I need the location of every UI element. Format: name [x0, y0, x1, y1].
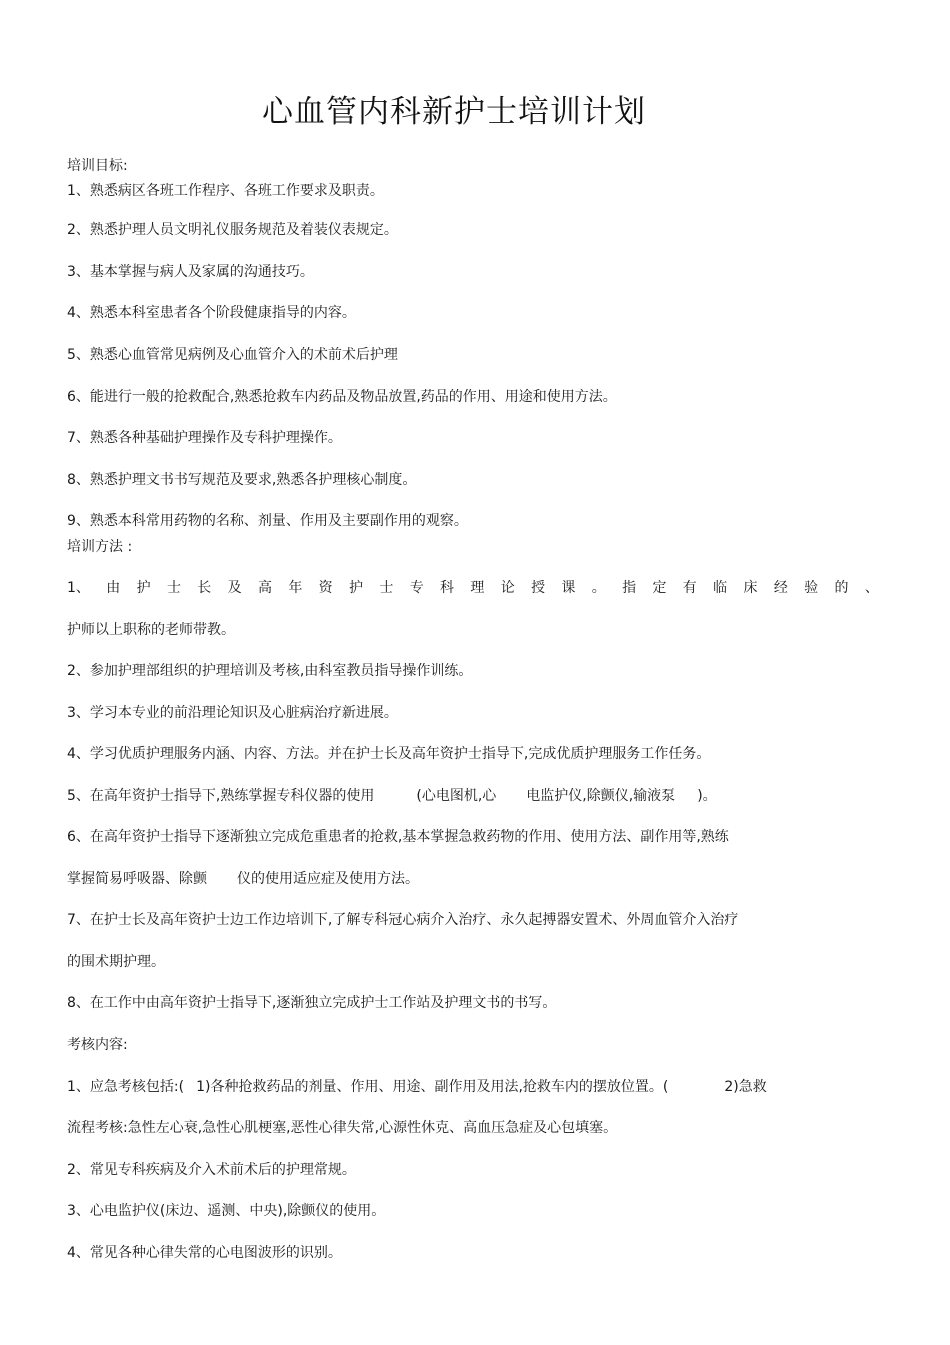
spread-char: 科: [440, 580, 455, 596]
goal-item-7: 7、熟悉各种基础护理操作及专科护理操作。: [67, 430, 342, 446]
method-item-4: 4、学习优质护理服务内涵、内容、方法。并在护士长及高年资护士指导下,完成优质护理服务工作任务。: [67, 746, 711, 762]
method-item-5: [67, 786, 717, 806]
spread-char: 护: [136, 580, 151, 596]
spread-char: 理: [470, 580, 485, 596]
spread-char: 验: [804, 580, 819, 596]
method-item-8: 8、在工作中由高年资护士指导下,逐渐独立完成护士工作站及护理文书的书写。: [67, 995, 557, 1011]
spread-char: 有: [682, 580, 697, 596]
method-item-3: 3、学习本专业的前沿理论知识及心脏病治疗新进展。: [67, 705, 398, 721]
goal-item-3: 3、基本掌握与病人及家属的沟通技巧。: [67, 264, 314, 280]
spread-char: 士: [166, 580, 181, 596]
goal-item-6: 6、能进行一般的抢救配合,熟悉抢救车内药品及物品放置,药品的作用、用途和使用方法。: [67, 389, 617, 405]
spread-char: 及: [227, 580, 242, 596]
method-item-7-line-2: 的围术期护理。: [67, 954, 165, 970]
methods-heading: 培训方法 :: [67, 539, 133, 555]
assessment-item-2: 2、常见专科疾病及介入术前术后的护理常规。: [67, 1162, 356, 1178]
assessment-heading: 考核内容:: [67, 1037, 128, 1053]
goal-item-9: 9、熟悉本科常用药物的名称、剂量、作用及主要副作用的观察。: [67, 513, 468, 529]
assessment-item-3: 3、心电监护仪(床边、遥测、中央),除颤仪的使用。: [67, 1203, 386, 1219]
spread-char: 。: [591, 580, 606, 596]
assessment-item-1-part-a: 1、应急考核包括:(: [67, 1079, 185, 1095]
method-item-6-line-1: 6、在高年资护士指导下逐渐独立完成危重患者的抢救,基本掌握急救药物的作用、使用方法、副作用等,熟练: [67, 829, 729, 845]
method-item-5-part-a: 5、在高年资护士指导下,熟练掌握专科仪器的使用: [67, 788, 375, 804]
spread-char: 定: [652, 580, 667, 596]
goal-item-5: 5、熟悉心血管常见病例及心血管介入的术前术后护理: [67, 347, 398, 363]
method-item-7-line-1: 7、在护士长及高年资护士边工作边培训下,了解专科冠心病介入治疗、永久起搏器安置术、外周血管介入治疗: [67, 912, 739, 928]
goal-item-4: 4、熟悉本科室患者各个阶段健康指导的内容。: [67, 305, 356, 321]
spread-char: 护: [349, 580, 364, 596]
goal-item-2: 2、熟悉护理人员文明礼仪服务规范及着装仪表规定。: [67, 222, 398, 238]
assessment-item-4: 4、常见各种心律失常的心电图波形的识别。: [67, 1245, 342, 1261]
assessment-item-1-line-1: [67, 1077, 767, 1097]
spread-char: 长: [197, 580, 212, 596]
spread-char: 课: [561, 580, 576, 596]
goal-item-8: 8、熟悉护理文书书写规范及要求,熟悉各护理核心制度。: [67, 472, 417, 488]
document-title: 心血管内科新护士培训计划: [262, 94, 646, 130]
method-item-6-line-2-part-b: 仪的使用适应症及使用方法。: [237, 871, 419, 887]
spread-char: 士: [379, 580, 394, 596]
spread-char: 专: [409, 580, 424, 596]
assessment-item-1-line-2: 流程考核:急性左心衰,急性心肌梗塞,恶性心律失常,心源性休克、高血压急症及心包填塞。: [67, 1120, 618, 1136]
spread-char: 高: [257, 580, 272, 596]
method-item-6-line-2: [67, 869, 419, 889]
spread-char: 指: [622, 580, 637, 596]
method-item-2: 2、参加护理部组织的护理培训及考核,由科室教员指导操作训练。: [67, 663, 473, 679]
spread-char: 论: [500, 580, 515, 596]
spread-char: 年: [288, 580, 303, 596]
goals-heading: 培训目标:: [67, 158, 128, 174]
method-item-1-line-1: [67, 578, 879, 598]
spread-char: 授: [531, 580, 546, 596]
goal-item-1: 1、熟悉病区各班工作程序、各班工作要求及职责。: [67, 183, 384, 199]
method-item-5-part-b: (心电图机,心: [416, 788, 497, 804]
spread-char: 床: [743, 580, 758, 596]
method-item-1-line-2: 护师以上职称的老师带教。: [67, 622, 235, 638]
spread-char: 经: [773, 580, 788, 596]
spread-char: 、: [864, 580, 879, 596]
method-item-5-part-c: 电监护仪,除颤仪,输液泵: [526, 788, 676, 804]
spread-char: 的: [834, 580, 849, 596]
spread-char: 1、: [67, 580, 90, 596]
spread-char: 由: [106, 580, 121, 596]
spread-char: 资: [318, 580, 333, 596]
method-item-6-line-2-part-a: 掌握简易呼吸器、除颤: [67, 871, 207, 887]
spread-char: 临: [713, 580, 728, 596]
assessment-item-1-part-b: 1)各种抢救药品的剂量、作用、用途、副作用及用法,抢救车内的摆放位置。(: [196, 1079, 669, 1095]
method-item-5-part-d: )。: [697, 788, 717, 804]
assessment-item-1-part-c: 2)急救: [724, 1079, 767, 1095]
